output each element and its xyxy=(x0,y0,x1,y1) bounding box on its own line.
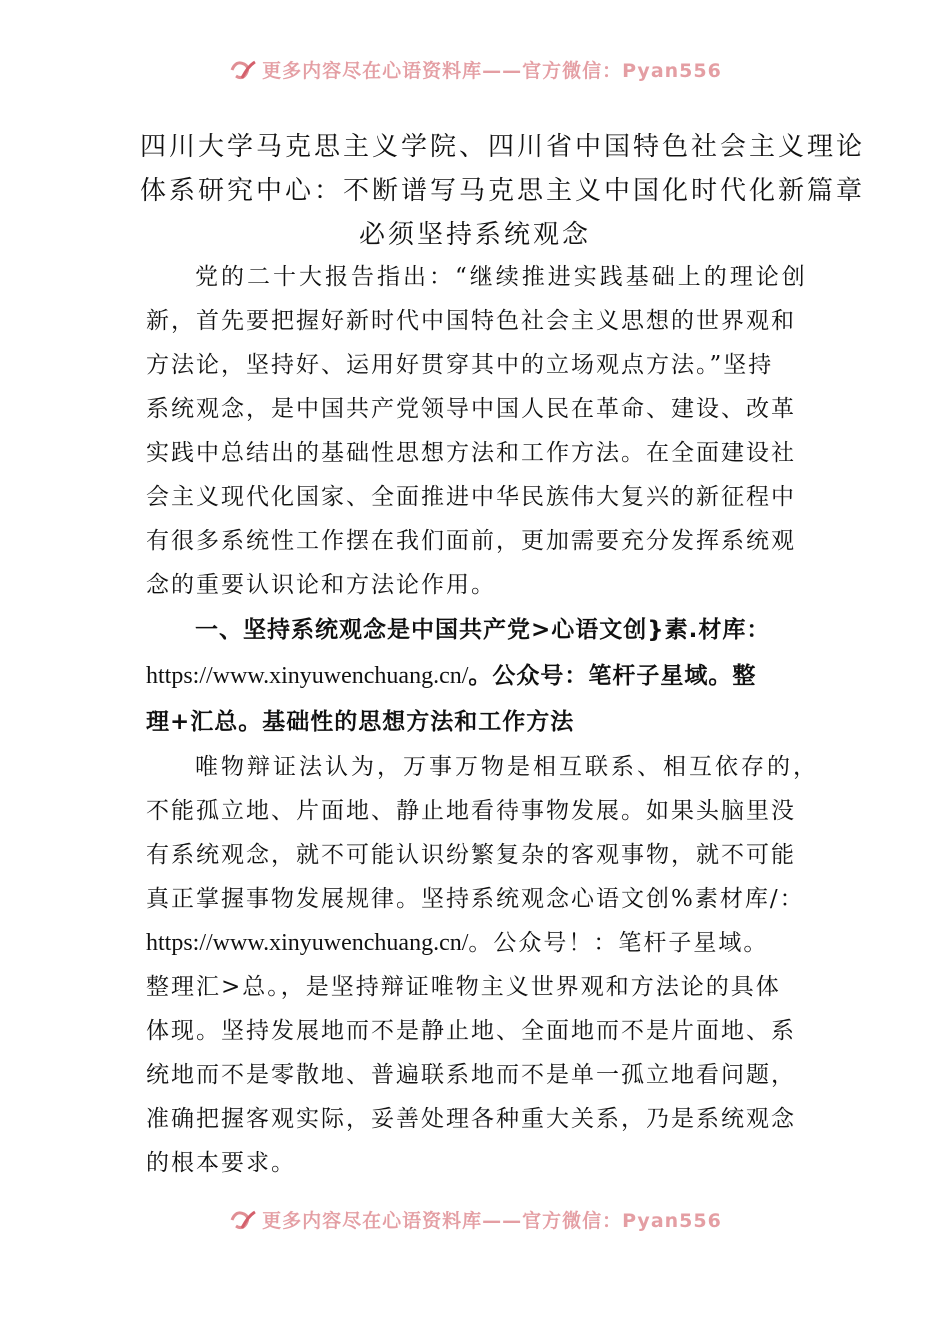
document-title xyxy=(140,125,866,257)
paragraph-line: 整理汇>总。，是坚持辩证唯物主义世界观和方法论的具体 xyxy=(146,974,781,1000)
heading-line: 理+汇总。基础性的思想方法和工作方法 xyxy=(146,709,575,735)
section-heading-1 xyxy=(146,607,810,745)
paragraph-line: 新，首先要把握好新时代中国特色社会主义思想的世界观和 xyxy=(146,308,796,334)
paragraph-line: 党的二十大报告指出：“继续推进实践基础上的理论创 xyxy=(195,264,808,290)
paragraph-line: 唯物辩证法认为，万事万物是相互联系、相互依存的， xyxy=(195,754,819,780)
document-body xyxy=(146,255,819,1185)
paragraph-line: 体现。坚持发展地而不是静止地、全面地而不是片面地、系 xyxy=(146,1018,796,1044)
brand-logo-icon xyxy=(228,58,258,82)
paragraph-dialectics xyxy=(146,745,819,1185)
heading-text: 。公众号：笔杆子星域。整 xyxy=(468,663,757,689)
title-line: 体系研究中心：不断谱写马克思主义中国化时代化新篇章 xyxy=(140,176,866,206)
source-url: https://www.xinyuwenchuang.cn/ xyxy=(146,930,469,956)
title-line: 必须坚持系统观念 xyxy=(358,220,591,250)
paragraph-intro xyxy=(146,255,810,607)
title-line: 四川大学马克思主义学院、四川省中国特色社会主义理论 xyxy=(140,132,866,162)
paragraph-line: 有系统观念，就不可能认识纷繁复杂的客观事物，就不可能 xyxy=(146,842,796,868)
watermark-banner-top xyxy=(0,56,950,86)
brand-logo-icon xyxy=(228,1208,258,1232)
watermark-text: 更多内容尽在心语资料库——官方微信：Pyan556 xyxy=(262,1210,722,1232)
paragraph-line: 有很多系统性工作摆在我们面前，更加需要充分发挥系统观 xyxy=(146,528,796,554)
paragraph-line: 念的重要认识论和方法论作用。 xyxy=(146,572,496,598)
heading-line: 一、坚持系统观念是中国共产党>心语文创}素.材库： xyxy=(195,617,771,643)
paragraph-line: 会主义现代化国家、全面推进中华民族伟大复兴的新征程中 xyxy=(146,484,796,510)
paragraph-line: 系统观念，是中国共产党领导中国人民在革命、建设、改革 xyxy=(146,396,796,422)
paragraph-line: 不能孤立地、片面地、静止地看待事物发展。如果头脑里没 xyxy=(146,798,796,824)
source-url: https://www.xinyuwenchuang.cn/ xyxy=(146,663,469,689)
paragraph-line: 统地而不是零散地、普遍联系地而不是单一孤立地看问题， xyxy=(146,1062,796,1088)
watermark-banner-bottom xyxy=(0,1206,950,1236)
paragraph-text: 。公众号！：笔杆子星域。 xyxy=(468,930,769,956)
heading-line xyxy=(146,653,810,699)
paragraph-line: 准确把握客观实际，妥善处理各种重大关系，乃是系统观念 xyxy=(146,1106,796,1132)
paragraph-line: 方法论，坚持好、运用好贯穿其中的立场观点方法。”坚持 xyxy=(146,352,774,378)
paragraph-line: 的根本要求。 xyxy=(146,1150,296,1176)
paragraph-line: 实践中总结出的基础性思想方法和工作方法。在全面建设社 xyxy=(146,440,796,466)
paragraph-line: 真正掌握事物发展规律。坚持系统观念心语文创%素材库/： xyxy=(146,886,805,912)
watermark-text: 更多内容尽在心语资料库——官方微信：Pyan556 xyxy=(262,60,722,82)
paragraph-line xyxy=(146,921,810,965)
